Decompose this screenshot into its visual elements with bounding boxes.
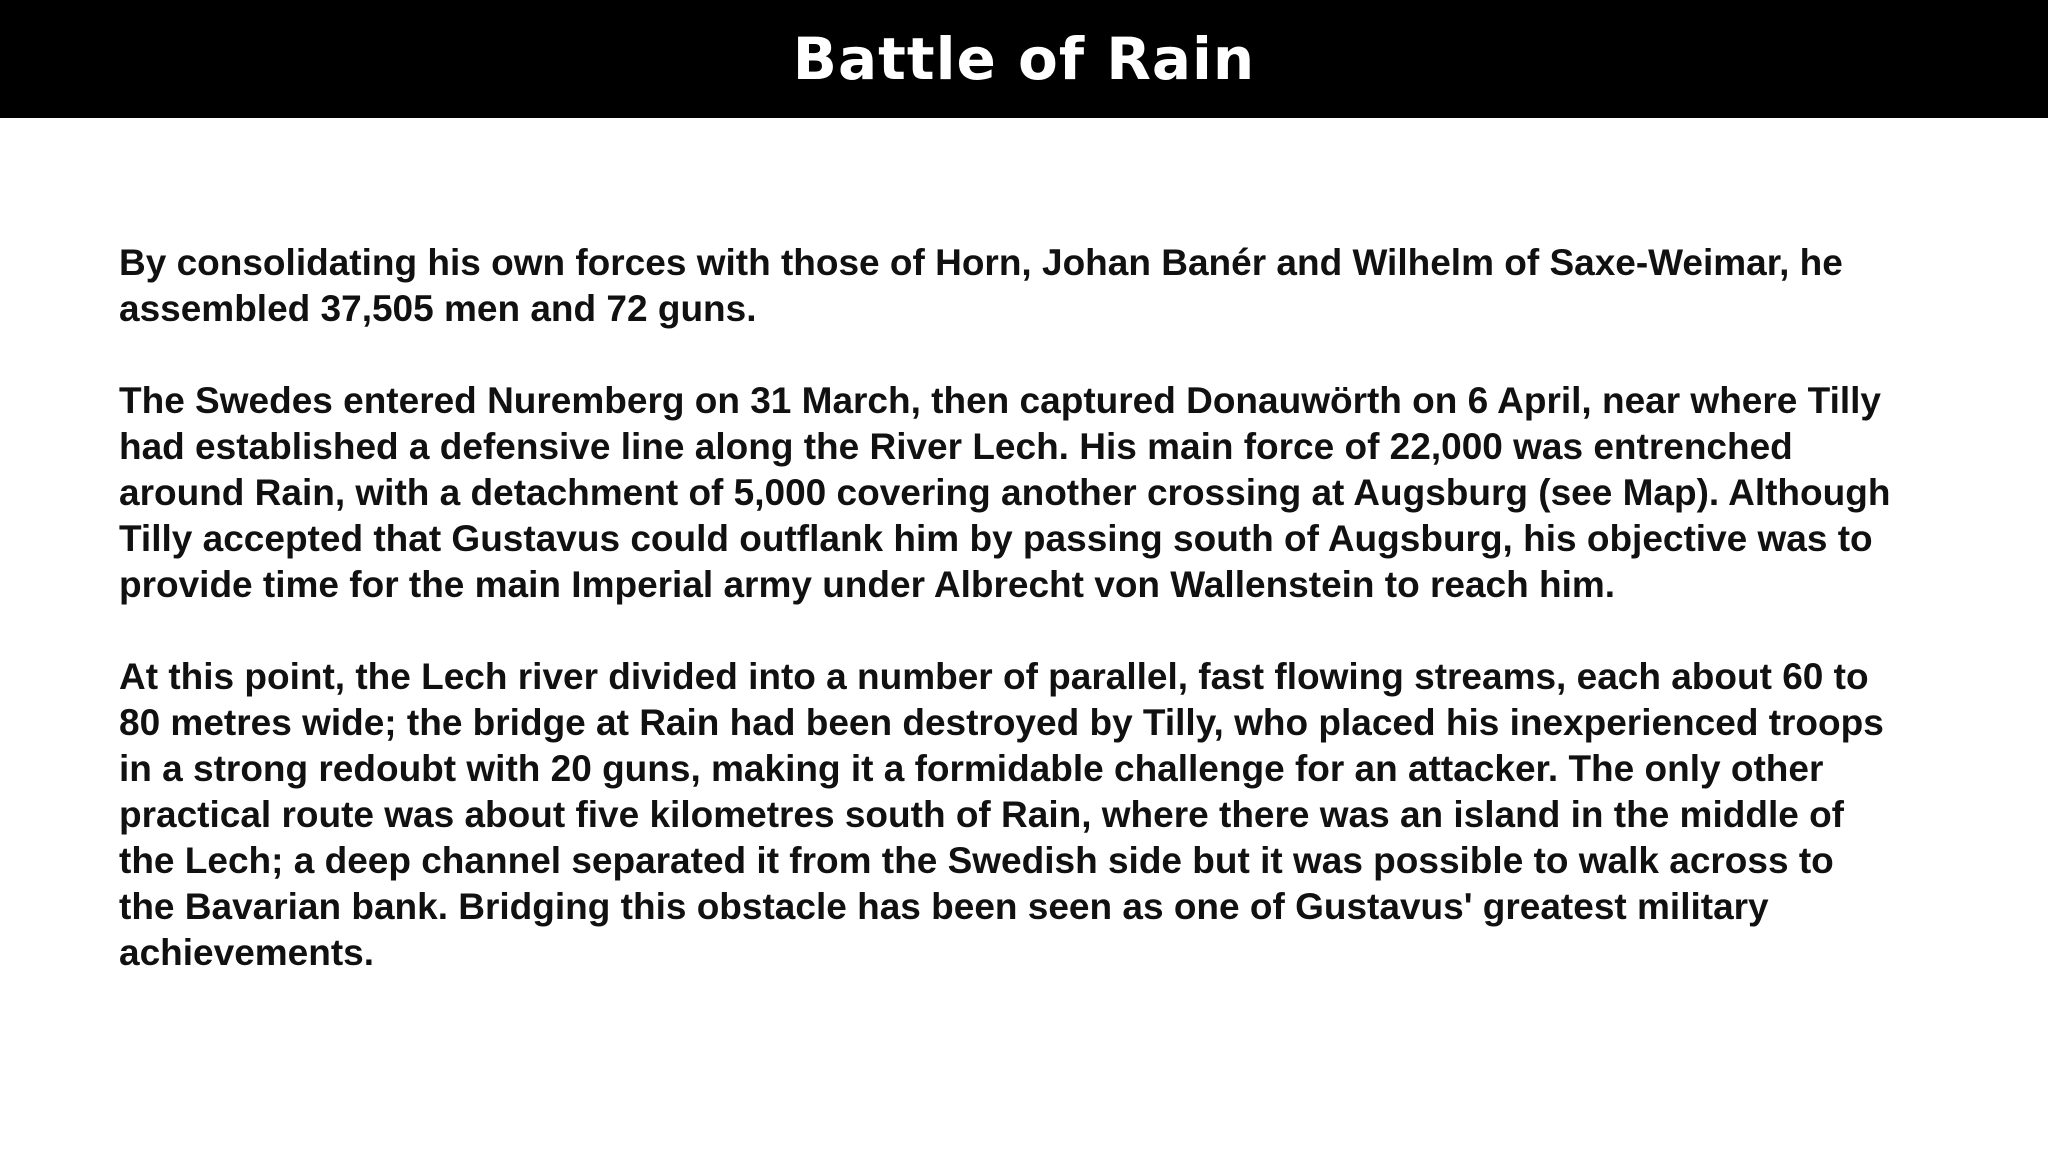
title-bar	[0, 0, 2048, 118]
paragraph-3: At this point, the Lech river divided into a number of parallel, fast flowing streams, each about 60 to 80 metres wide; the bridge at Rain had been destroyed by Tilly, who placed his inexperienced troops in a strong redoubt with 20 guns, making it a formidable challenge for an attacker. The only other practical route was about five kilometres south of Rain, where there was an island in the middle of the Lech; a deep channel separated it from the Swedish side but it was possible to walk across to the Bavarian bank. Bridging this obstacle has been seen as one of Gustavus' greatest military achievements.	[119, 656, 1884, 973]
paragraph-1: By consolidating his own forces with those of Horn, Johan Banér and Wilhelm of Saxe-Weimar, he assembled 37,505 men and 72 guns.	[119, 242, 1843, 329]
slide-title: Battle of Rain	[792, 25, 1256, 93]
paragraph-2: The Swedes entered Nuremberg on 31 March, then captured Donauwörth on 6 April, near where Tilly had established a defensive line along the River Lech. His main force of 22,000 was entrenched around Rain, with a detachment of 5,000 covering another crossing at Augsburg (see Map). Although Tilly accepted that Gustavus could outflank him by passing south of Augsburg, his objective was to provide time for the main Imperial army under Albrecht von Wallenstein to reach him.	[119, 380, 1891, 605]
slide-body	[119, 240, 1899, 1022]
